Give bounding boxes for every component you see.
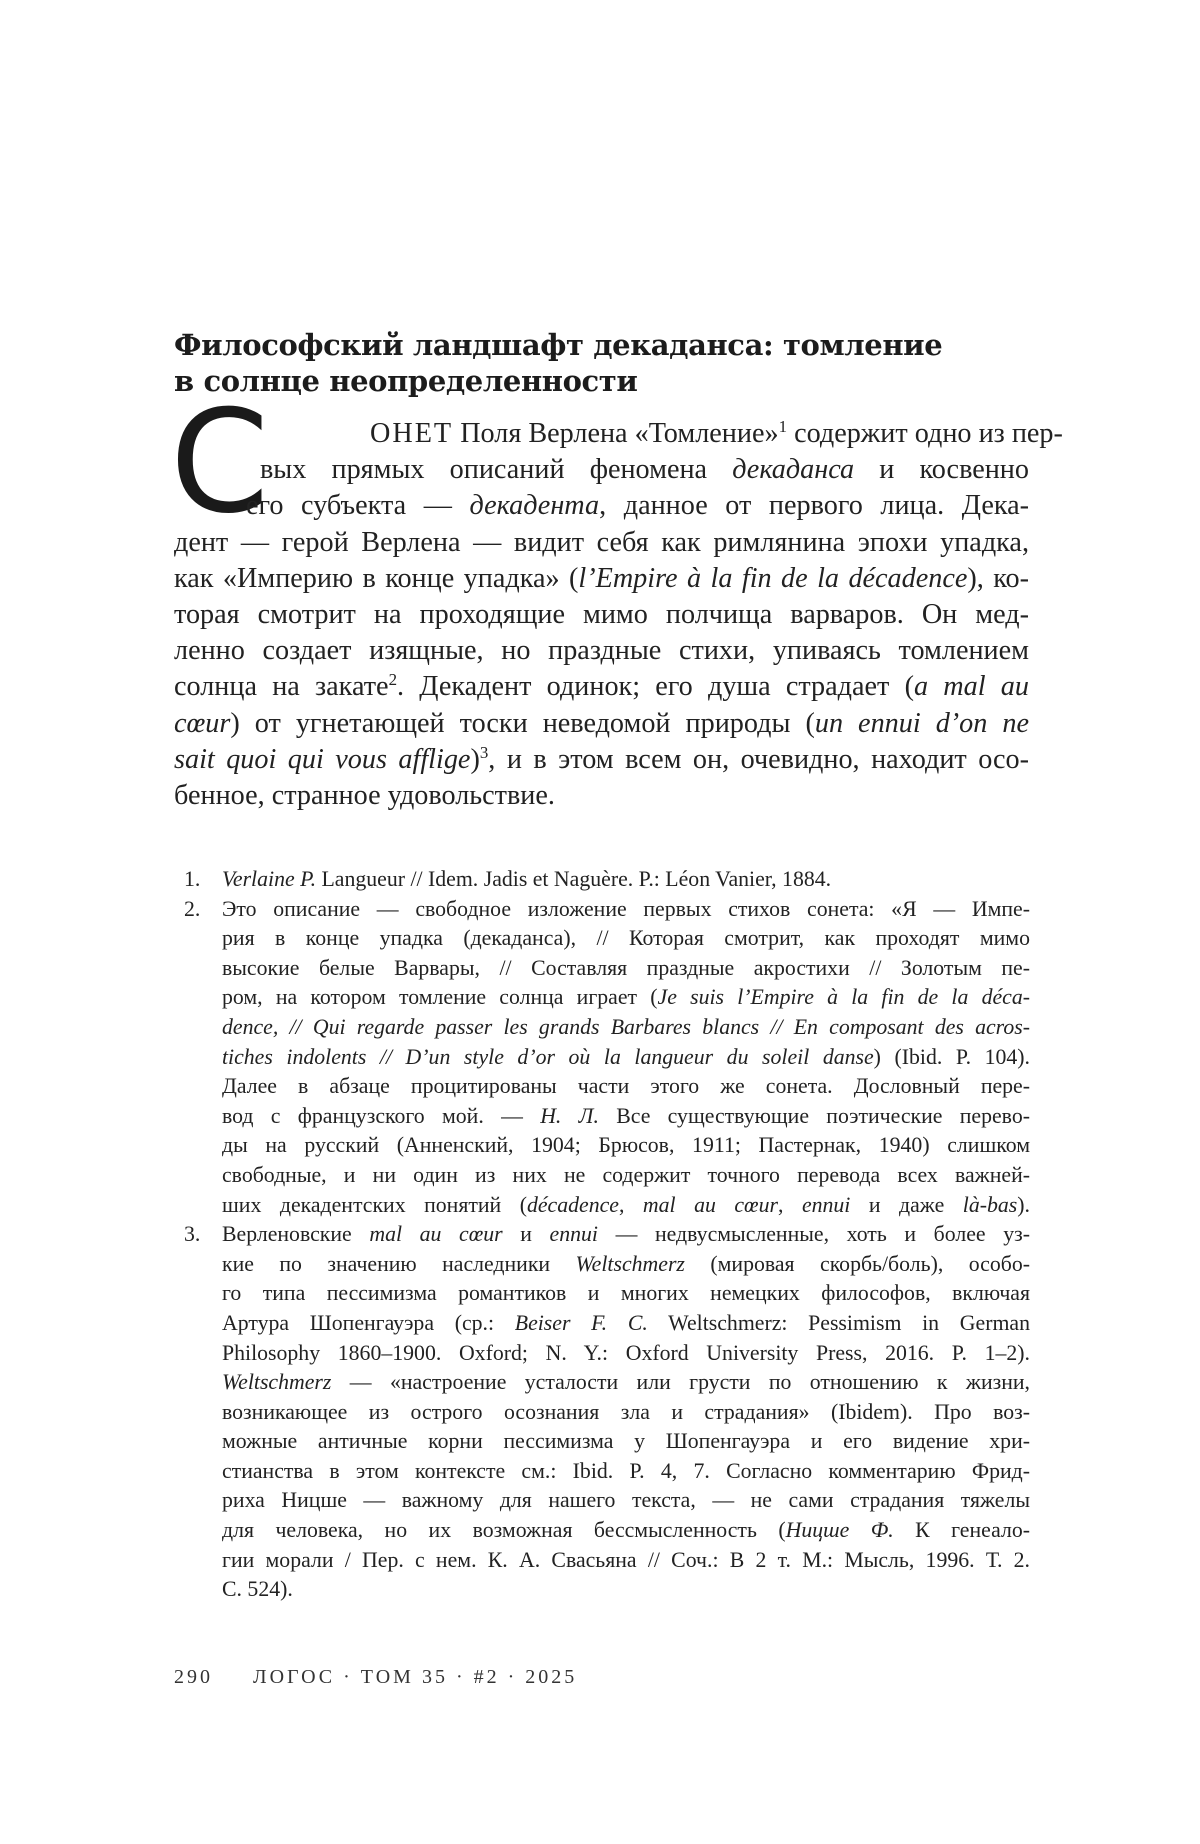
- body-line: его субъекта — декадента, данное от первого лица. Дека-: [246, 490, 1030, 522]
- footnote-number: 2.: [184, 896, 201, 921]
- heading-line-2: в солнце неопределенности: [174, 364, 638, 398]
- section-heading: [174, 327, 1034, 399]
- body-line: как «Империю в конце упадка» (l’Empire à la fin de la décadence), ко-: [174, 562, 1029, 594]
- footnote-3: 3. Верленовские mal au cœur и ennui — недвусмысленные, хоть и более уз- кие по значению наследники Weltschmerz (мировая скорбь/боль), особо- го типа пессимизма романтиков и многих немецких философов, включая Артура Шопенгауэра (ср.: Beiser F. C. Weltschmerz: Pessimism in German Philosophy 1860–1900. Oxford; N. Y.: Oxford University Press, 2016. P. 1–2). Weltschmerz — «настроение усталости или грусти по отношению к жизни, возникающее из острого осознания зла и страдания» (Ibidem). Про воз- можные античные корни пессимизма у Шопенгауэра и его видение хри- стианства в этом контексте см.: Ibid. P. 4, 7. Согласно комментарию Фрид- риха Ницше — важному для нашего текста, — не сами страдания тяжелы для человека, но их возможная бессмысленность (Ницше Ф. К генеало- гии морали / Пер. с нем. К. А. Свасьяна // Соч.: В 2 т. М.: Мысль, 1996. Т. 2. С. 524).: [184, 1222, 1030, 1602]
- heading-line-1: Философский ландшафт декаданса: томление: [174, 328, 943, 362]
- body-line: бенное, странное удовольствие.: [174, 780, 555, 812]
- body-line: дент — герой Верлена — видит себя как римлянина эпохи упадка,: [174, 526, 1029, 558]
- journal-info: ЛОГОС · ТОМ 35 · #2 · 2025: [253, 1666, 578, 1688]
- footnote-ref[interactable]: 2: [388, 670, 398, 690]
- drop-cap: С: [170, 380, 266, 545]
- body-line: вых прямых описаний феномена декаданса и косвенно: [260, 454, 1029, 486]
- footnote-number: 1.: [184, 867, 201, 891]
- body-line: торая смотрит на проходящие мимо полчища варваров. Он мед-: [174, 599, 1029, 631]
- body-line: ленно создает изящные, но праздные стихи, упиваясь томлением: [174, 635, 1029, 667]
- footnotes: [184, 865, 1030, 1605]
- footnote-1: 1. Verlaine P. Langueur // Idem. Jadis et Naguère. P.: Léon Vanier, 1884.: [222, 865, 1030, 895]
- footnote-number: 3.: [184, 1222, 201, 1247]
- body-line: sait quoi qui vous afflige)$^3$, и в этом всем он, очевидно, находит осо-: [174, 742, 1029, 775]
- footnote-ref[interactable]: 1: [778, 416, 788, 436]
- body-line: солнца на закате$^2$. Декадент одинок; его душа страдает (a mal au: [174, 670, 1029, 703]
- body-line: cœur) от угнетающей тоски неведомой природы (un ennui d’on ne: [174, 707, 1029, 739]
- page-footer: [174, 1666, 577, 1689]
- footnote-ref[interactable]: 3: [479, 742, 489, 762]
- footnote-2: 2. Это описание — свободное изложение первых стихов сонета: «Я — Импе- рия в конце упадка (декаданса), // Которая смотрит, как проходят мимо высокие белые Варвары, // Составляя праздные акростихи // Золотым пе- ром, на котором томление солнца играет (Je suis l’Empire à la fin de la déca- dence, // Qui regarde passer les grands Barbares blancs // En composant des acros- tiches indolents // D’un style d’or où la langueur du soleil danse) (Ibid. P. 104). Далее в абзаце процитированы части этого же сонета. Дословный пере- вод с французского мой. — Н. Л. Все существующие поэтические перево- ды на русский (Анненский, 1904; Брюсов, 1911; Пастернак, 1940) слишком свободные, и ни один из них не содержит точного перевода всех важней- ших декадентских понятий (décadence, mal au cœur, ennui и даже là-bas).: [184, 896, 1030, 1217]
- body-paragraph: [174, 416, 1063, 814]
- page-number: 290: [174, 1666, 213, 1688]
- body-line: ОНЕТ Поля Верлена «Томление»$^1$ содержит одно из пер-: [370, 416, 1063, 449]
